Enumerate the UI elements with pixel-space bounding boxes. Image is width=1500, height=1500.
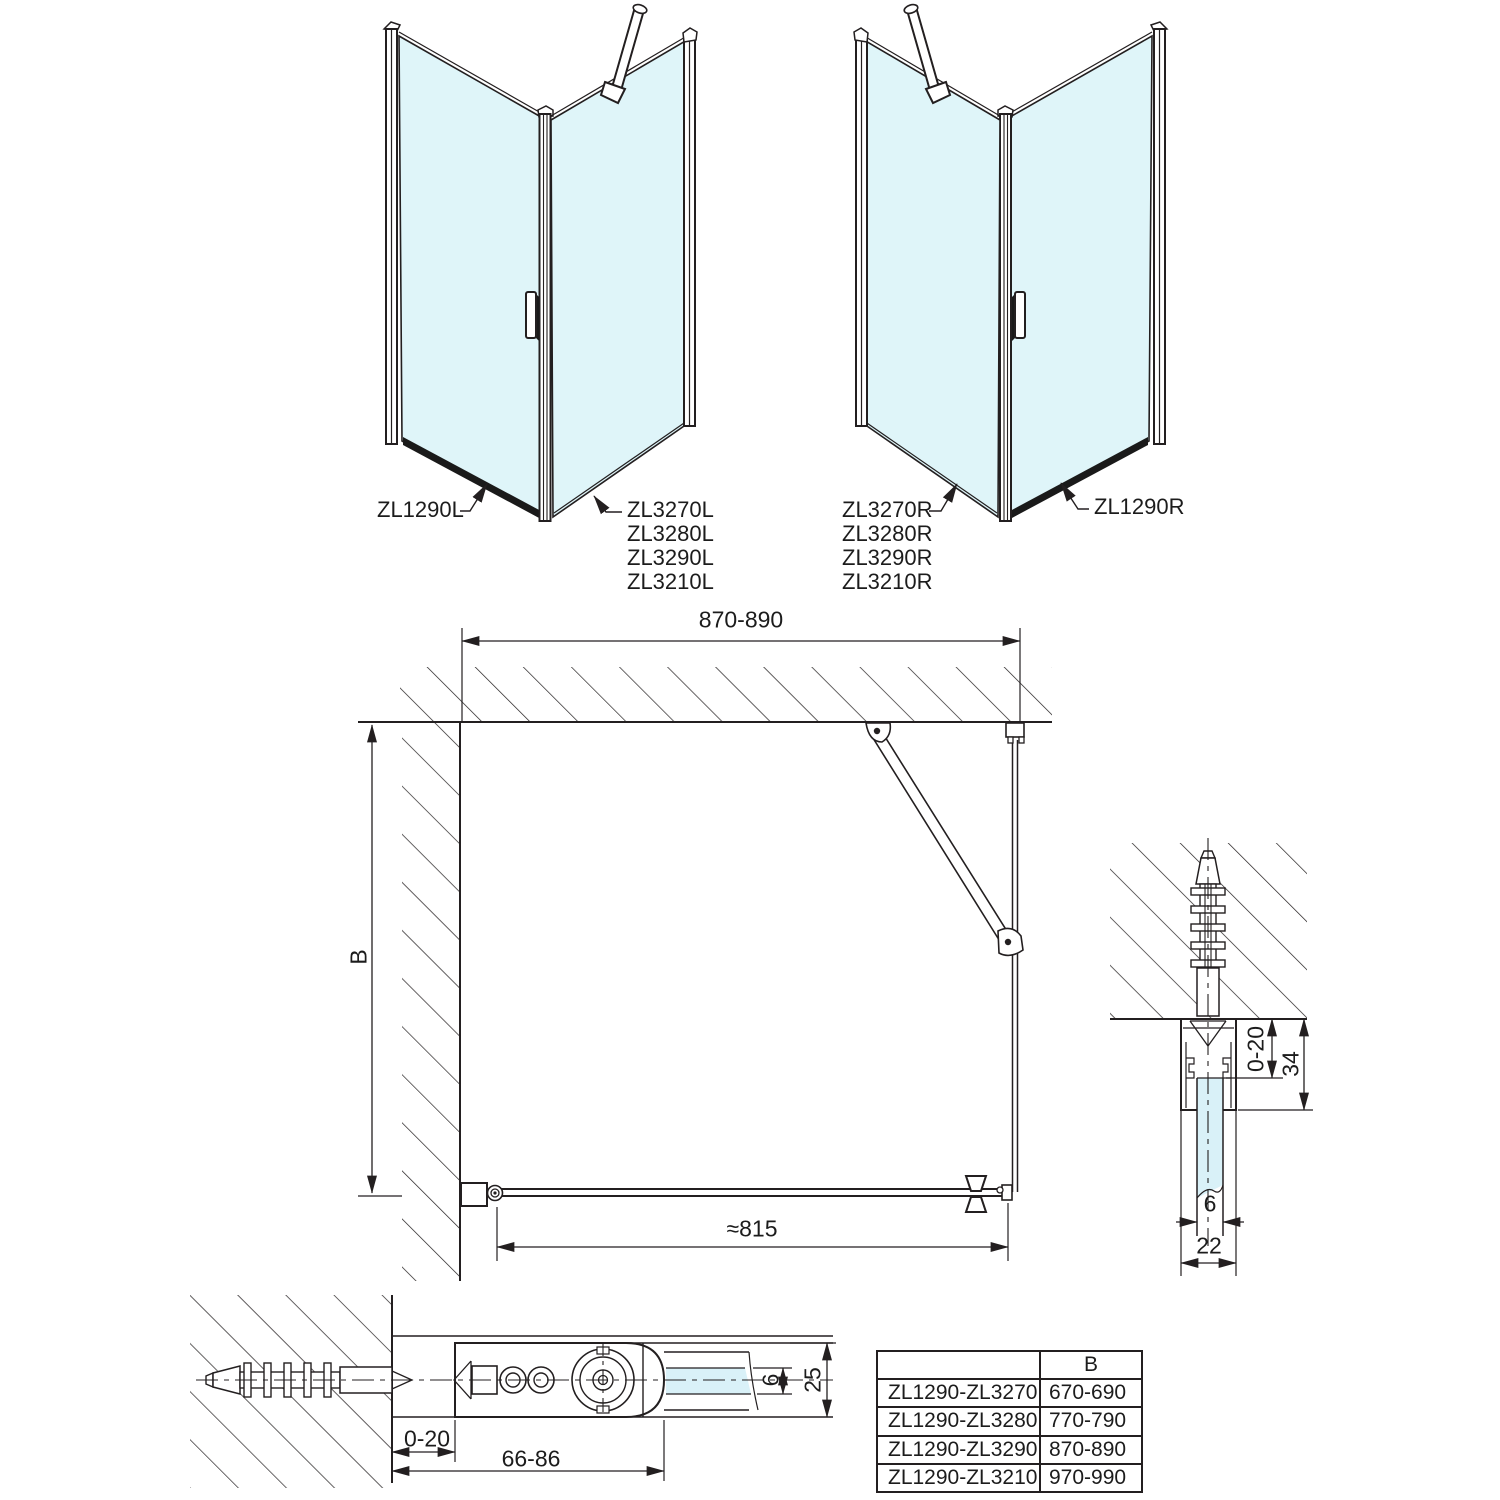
iso-right-panel-labels — [842, 498, 933, 594]
iso-left-panel-labels — [627, 498, 714, 594]
combo-cell: ZL1290-ZL3270 — [877, 1379, 1040, 1407]
combo-cell: ZL1290-ZL3210 — [877, 1464, 1040, 1492]
size-table-header-row — [877, 1351, 1142, 1379]
b-cell: 870-890 — [1040, 1436, 1142, 1464]
plan-door-dim: ≈815 — [726, 1215, 778, 1242]
iso-right-panel-label: ZL3270R — [842, 497, 933, 522]
plan-width-dim: 870-890 — [698, 606, 784, 633]
iso-left-view — [384, 3, 697, 521]
iso-right-panel-label: ZL3210R — [842, 569, 933, 594]
iso-right-panel-label: ZL3280R — [842, 521, 933, 546]
b-cell: 770-790 — [1040, 1407, 1142, 1435]
iso-left-panel-label: ZL3210L — [627, 569, 714, 594]
hinge-glass-dim: 6 — [757, 1373, 784, 1387]
iso-left-door-label: ZL1290L — [377, 497, 464, 522]
size-table — [876, 1350, 1143, 1493]
hinge-range-dim: 66-86 — [501, 1445, 561, 1472]
hinge-adjust-dim: 0-20 — [403, 1425, 451, 1452]
iso-right-panel-label: ZL3290R — [842, 545, 933, 570]
wall-profile-depth-dim: 34 — [1277, 1051, 1304, 1077]
combo-cell: ZL1290-ZL3280 — [877, 1407, 1040, 1435]
wall-profile-glass-dim: 6 — [1203, 1190, 1217, 1217]
hinge-height-dim: 25 — [799, 1367, 826, 1393]
b-cell: 670-690 — [1040, 1379, 1142, 1407]
table-row — [877, 1379, 1142, 1407]
wall-profile-width-dim: 22 — [1196, 1232, 1222, 1259]
wall-profile-adjust-dim: 0-20 — [1242, 1025, 1269, 1073]
table-row — [877, 1436, 1142, 1464]
plan-view — [358, 628, 1052, 1281]
iso-left-panel-label: ZL3290L — [627, 545, 714, 570]
table-row — [877, 1464, 1142, 1492]
iso-right-door-label: ZL1290R — [1094, 494, 1185, 519]
b-cell: 970-990 — [1040, 1464, 1142, 1492]
plan-depth-dim: B — [345, 949, 372, 965]
table-row — [877, 1407, 1142, 1435]
empty-header-cell — [877, 1351, 1040, 1379]
iso-right-view — [854, 3, 1167, 521]
iso-left-panel-label: ZL3280L — [627, 521, 714, 546]
combo-cell: ZL1290-ZL3290 — [877, 1436, 1040, 1464]
iso-left-panel-label: ZL3270L — [627, 497, 714, 522]
b-header-cell: B — [1040, 1351, 1142, 1379]
